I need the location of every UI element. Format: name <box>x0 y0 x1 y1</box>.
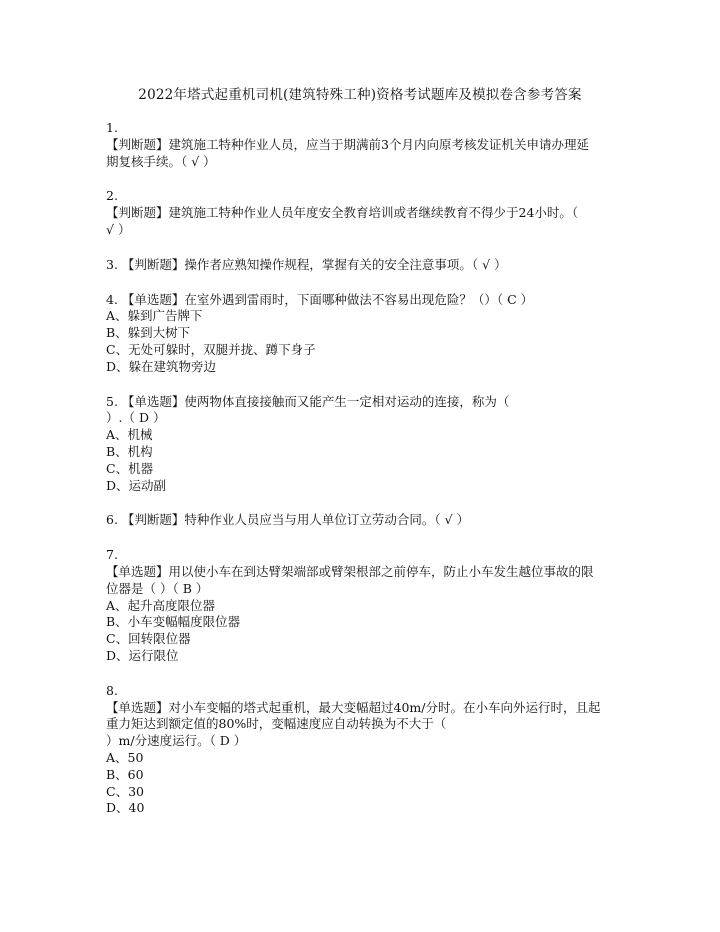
option-a: A、躲到广告牌下 <box>106 308 203 324</box>
question-number: 1. <box>106 120 118 135</box>
option-c: C、30 <box>106 783 144 799</box>
question-text: 【判断题】建筑施工特种作业人员年度安全教育培训或者继续教育不得少于24小时。（ <box>106 205 579 221</box>
question-number: 8. <box>106 682 118 698</box>
question-text: ）.（ D ） <box>106 410 166 426</box>
option-d: D、运动副 <box>106 477 167 493</box>
question-text: ）m/分速度运行。（ D ） <box>106 733 247 749</box>
option-a: A、机械 <box>106 427 153 443</box>
question-text: 【单选题】用以使小车在到达臂架端部或臂架根部之前停车，防止小车发生越位事故的限 <box>106 563 594 579</box>
question-3 <box>106 257 616 274</box>
question-text: 【判断题】建筑施工特种作业人员，应当于期满前3个月内向原考核发证机关申请办理延 <box>106 136 589 152</box>
option-d: D、运行限位 <box>106 647 179 663</box>
option-c: C、回转限位器 <box>106 631 191 647</box>
option-a: A、起升高度限位器 <box>106 597 216 613</box>
question-text: 重力矩达到额定值的80%时，变幅速度应自动转换为不大于（ <box>106 716 447 732</box>
question-1 <box>106 120 616 170</box>
option-b: B、60 <box>106 766 144 782</box>
question-text: 4. 【单选题】在室外遇到雷雨时，下面哪种做法不容易出现危险？（）（ C ） <box>106 291 534 307</box>
option-b: B、小车变幅幅度限位器 <box>106 614 241 630</box>
question-text: 5. 【单选题】使两物体直接接触而又能产生一定相对运动的连接，称为（ <box>106 393 510 409</box>
question-text: √ ） <box>106 221 131 237</box>
option-c: C、机器 <box>106 460 154 476</box>
question-text: 期复核手续。（ √ ） <box>106 153 216 169</box>
question-8 <box>106 683 616 817</box>
question-text: 6. 【判断题】特种作业人员应当与用人单位订立劳动合同。（ √ ） <box>106 512 470 528</box>
question-text: 【单选题】对小车变幅的塔式起重机，最大变幅超过40m/分时。在小车向外运行时，且起 <box>106 699 601 715</box>
question-7 <box>106 547 616 665</box>
option-b: B、躲到大树下 <box>106 325 191 341</box>
option-d: D、40 <box>106 800 145 816</box>
question-text: 位器是（ ）（ B ） <box>106 580 209 596</box>
question-4 <box>106 292 616 376</box>
question-2 <box>106 188 616 238</box>
question-text: 3. 【判断题】操作者应熟知操作规程，掌握有关的安全注意事项。（ √ ） <box>106 256 507 272</box>
option-a: A、50 <box>106 749 144 765</box>
option-d: D、躲在建筑物旁边 <box>106 358 217 374</box>
option-b: B、机构 <box>106 443 153 459</box>
question-5 <box>106 394 616 495</box>
question-list <box>106 120 616 817</box>
question-number: 2. <box>106 188 118 204</box>
question-number: 7. <box>106 547 118 563</box>
question-6 <box>106 512 616 529</box>
page-title: 2022年塔式起重机司机(建筑特殊工种)资格考试题库及模拟卷含参考答案 <box>138 87 582 103</box>
option-c: C、无处可躲时，双腿并拢、蹲下身子 <box>106 341 316 357</box>
